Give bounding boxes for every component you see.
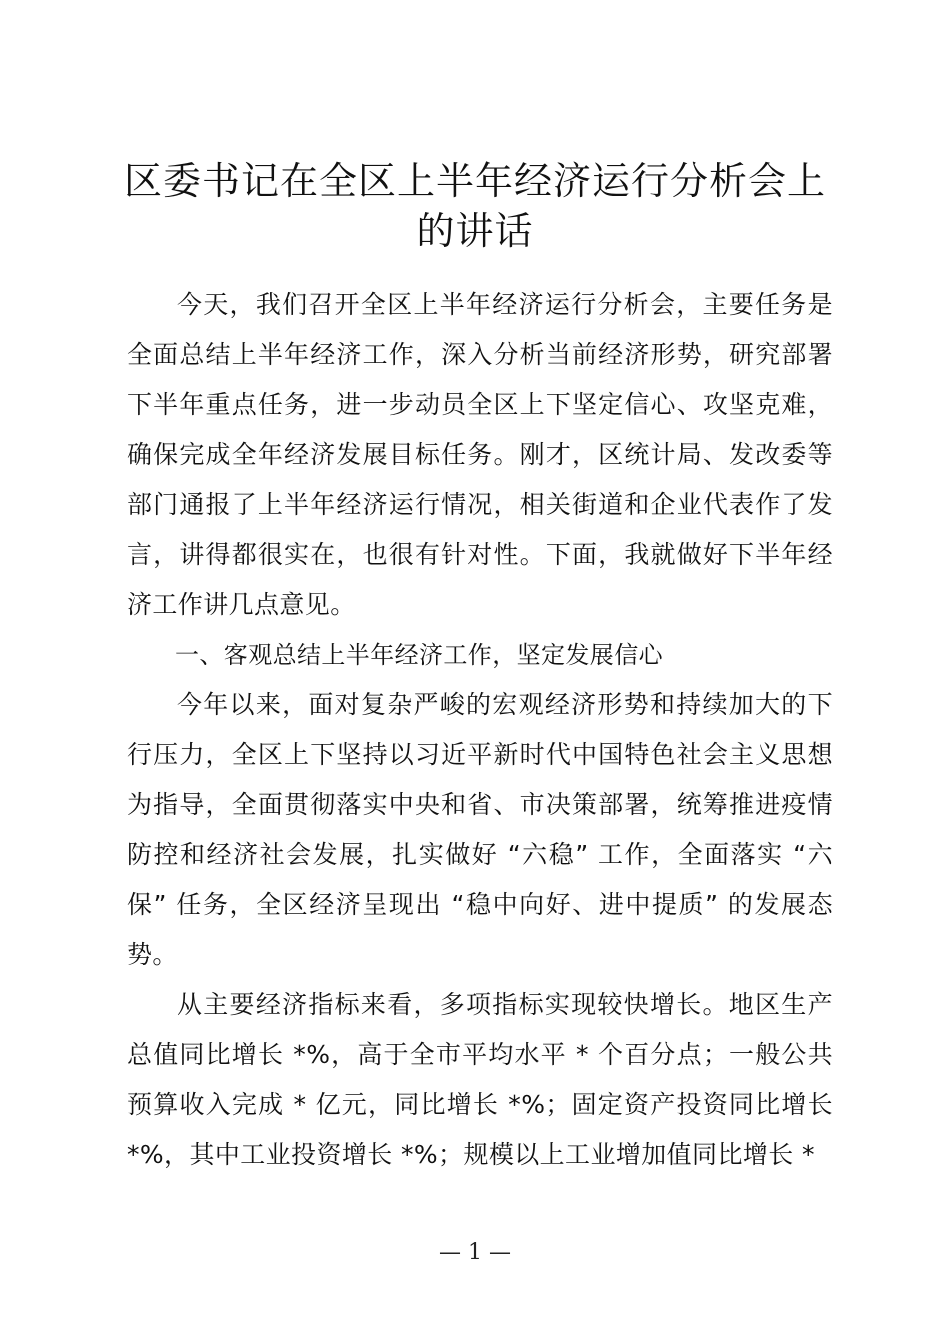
intro-paragraph: 今天，我们召开全区上半年经济运行分析会，主要任务是全面总结上半年经济工作，深入分析当前经济形势，研究部署下半年重点任务，进一步动员全区上下坚定信心、攻坚克难，确保完成全年经济发展目标任务。刚才，区统计局、发改委等部门通报了上半年经济运行情况，相关街道和企业代表作了发言，讲得都很实在，也很有针对性。下面，我就做好下半年经济工作讲几点意见。 bbox=[127, 290, 833, 619]
document-title: 区委书记在全区上半年经济运行分析会上的讲话 bbox=[123, 159, 826, 253]
section-heading: 一、客观总结上半年经济工作，坚定发展信心 bbox=[175, 641, 663, 669]
document-body bbox=[127, 280, 833, 1180]
body-paragraph: 从主要经济指标来看，多项指标实现较快增长。地区生产总值同比增长 *%，高于全市平均水平 * 个百分点；一般公共预算收入完成 * 亿元，同比增长 *%；固定资产投资同比增长 *%，其中工业投资增长 *%；规模以上工业增加值同比增长 * bbox=[127, 990, 833, 1169]
page-number: — 1 — bbox=[439, 1240, 511, 1265]
body-paragraph: 今年以来，面对复杂严峻的宏观经济形势和持续加大的下行压力，全区上下坚持以习近平新时代中国特色社会主义思想为指导，全面贯彻落实中央和省、市决策部署，统筹推进疫情防控和经济社会发展，扎实做好 “六稳” 工作，全面落实 “六保” 任务，全区经济呈现出 “稳中向好、进中提质” 的发展态势。 bbox=[127, 690, 833, 969]
